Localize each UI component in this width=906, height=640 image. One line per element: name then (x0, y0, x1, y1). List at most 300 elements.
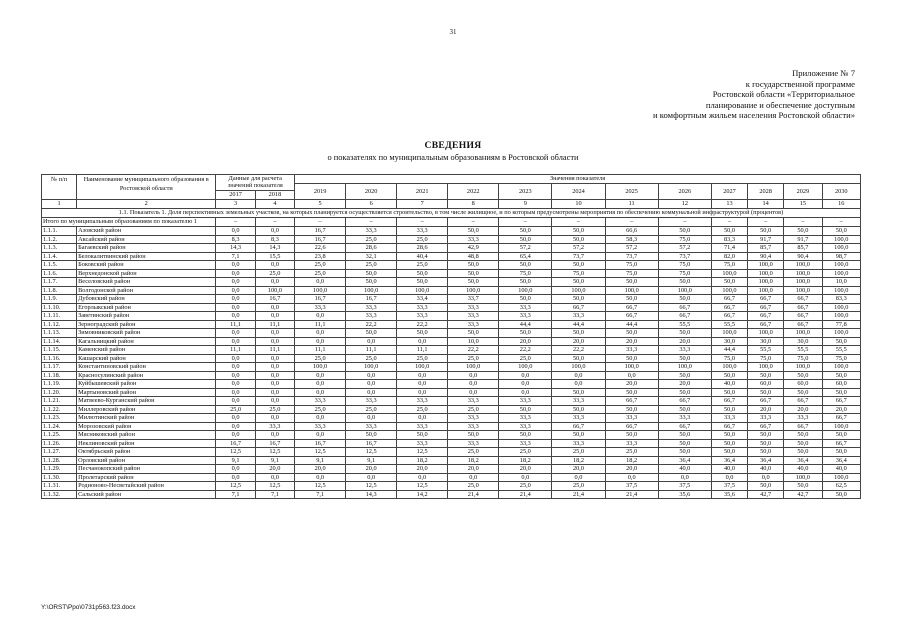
table-row (42, 303, 861, 312)
indicator-value: 100,0 (784, 473, 822, 482)
indicator-value: 100,0 (448, 286, 499, 295)
indicator-value: 33,3 (605, 346, 658, 355)
indicator-value: 82,0 (711, 252, 747, 261)
indicator-value: 100,0 (448, 363, 499, 372)
table-row (42, 269, 861, 278)
indicator-value: 75,0 (658, 269, 711, 278)
indicator-value: 16,7 (255, 295, 294, 304)
indicator-value: 50,0 (552, 235, 605, 244)
indicator-value: 0,0 (397, 337, 448, 346)
column-number: 5 (295, 200, 346, 208)
indicator-value: 0,0 (216, 269, 255, 278)
total-value: – (822, 217, 860, 226)
indicator-value: 0,0 (605, 371, 658, 380)
indicator-value: 33,3 (605, 414, 658, 423)
total-value: – (216, 217, 255, 226)
indicator-value: 66,7 (711, 422, 747, 431)
indicator-value: 0,0 (255, 363, 294, 372)
indicator-value: 33,3 (748, 414, 784, 423)
indicator-value: 75,0 (658, 235, 711, 244)
row-number: 1.1.16. (42, 354, 77, 363)
indicator-value: 100,0 (784, 261, 822, 270)
indicator-value: 10,0 (822, 278, 860, 287)
indicator-value: 66,7 (748, 312, 784, 321)
indicator-value: 50,0 (784, 388, 822, 397)
indicator-value: 73,7 (552, 252, 605, 261)
indicator-value: 50,0 (748, 227, 784, 236)
indicator-value: 50,0 (658, 354, 711, 363)
indicator-value: 100,0 (605, 286, 658, 295)
indicator-value: 36,4 (658, 456, 711, 465)
indicator-value: 50,0 (822, 371, 860, 380)
table-row (42, 456, 861, 465)
indicator-value: 33,3 (499, 312, 552, 321)
row-number: 1.1.15. (42, 346, 77, 355)
indicator-value: 33,3 (711, 414, 747, 423)
indicator-value: 14,3 (255, 244, 294, 253)
row-number: 1.1.12. (42, 320, 77, 329)
indicator-value: 33,3 (346, 303, 397, 312)
indicator-value: 20,0 (822, 405, 860, 414)
indicator-value: 0,0 (295, 414, 346, 423)
indicator-value: 0,0 (255, 431, 294, 440)
indicator-value: 75,0 (605, 269, 658, 278)
indicator-value: 66,7 (711, 397, 747, 406)
table-row (42, 337, 861, 346)
indicator-value: 50,0 (397, 269, 448, 278)
indicator-value: 0,0 (216, 380, 255, 389)
table-row (42, 278, 861, 287)
indicator-value: 20,0 (605, 380, 658, 389)
indicator-value: 75,0 (499, 269, 552, 278)
indicator-value: 33,3 (397, 439, 448, 448)
row-number: 1.1.25. (42, 431, 77, 440)
indicator-value: 25,0 (295, 354, 346, 363)
header-base-year: 2017 (216, 190, 255, 199)
table-row (42, 448, 861, 457)
indicator-value: 100,0 (397, 363, 448, 372)
indicator-value: 66,7 (605, 397, 658, 406)
table-row (42, 320, 861, 329)
indicator-value: 33,3 (397, 312, 448, 321)
indicator-value: 66,7 (711, 303, 747, 312)
indicator-value: 100,0 (295, 286, 346, 295)
indicator-value: 100,0 (295, 363, 346, 372)
municipality-name: Зимовниковский район (77, 329, 216, 338)
appendix-block (555, 68, 855, 121)
indicator-value: 57,2 (499, 244, 552, 253)
indicator-value: 66,7 (748, 295, 784, 304)
indicator-value: 58,3 (605, 235, 658, 244)
indicator-value: 25,0 (295, 261, 346, 270)
indicator-value: 11,1 (216, 320, 255, 329)
indicator-value: 57,2 (605, 244, 658, 253)
indicator-value: 9,1 (216, 456, 255, 465)
indicator-value: 50,0 (658, 388, 711, 397)
table-row (42, 244, 861, 253)
indicator-value: 55,5 (658, 320, 711, 329)
indicator-value: 33,3 (499, 439, 552, 448)
indicator-value: 0,0 (216, 388, 255, 397)
indicator-value: 50,0 (658, 278, 711, 287)
municipality-name: Орловский район (77, 456, 216, 465)
appendix-line: планирование и обеспечение доступным (705, 99, 855, 110)
indicator-value: 50,0 (499, 295, 552, 304)
file-path-footer: Y:\ORST\Ppo\0731p563.f23.docx (41, 604, 136, 611)
indicator-value: 85,7 (784, 244, 822, 253)
indicator-value: 0,0 (216, 465, 255, 474)
indicator-value: 100,0 (822, 473, 860, 482)
indicator-value: 7,1 (216, 490, 255, 499)
indicator-value: 33,3 (552, 312, 605, 321)
indicator-value: 33,3 (397, 227, 448, 236)
indicator-value: 20,0 (255, 465, 294, 474)
indicator-value: 100,0 (397, 286, 448, 295)
indicator-value: 50,0 (605, 329, 658, 338)
indicator-value: 25,0 (605, 448, 658, 457)
indicator-value: 50,0 (711, 371, 747, 380)
indicator-value: 11,1 (397, 346, 448, 355)
municipality-name: Кашарский район (77, 354, 216, 363)
indicator-value: 0,0 (216, 431, 255, 440)
row-number: 1.1.28. (42, 456, 77, 465)
row-number: 1.1.7. (42, 278, 77, 287)
indicator-value: 0,0 (295, 388, 346, 397)
indicator-value: 66,7 (748, 422, 784, 431)
indicator-value: 0,0 (255, 329, 294, 338)
indicator-value: 50,0 (748, 482, 784, 491)
indicator-value: 33,3 (295, 422, 346, 431)
indicator-value: 33,3 (499, 303, 552, 312)
indicator-value: 50,0 (711, 405, 747, 414)
indicator-value: 25,0 (216, 405, 255, 414)
indicator-value: 50,0 (499, 227, 552, 236)
indicator-value: 100,0 (748, 363, 784, 372)
column-number: 11 (605, 200, 658, 208)
row-number: 1.1.19. (42, 380, 77, 389)
indicator-value: 15,5 (255, 252, 294, 261)
indicator-value: 50,0 (784, 482, 822, 491)
indicator-value: 66,6 (605, 227, 658, 236)
indicator-value: 66,7 (605, 422, 658, 431)
indicator-value: 12,5 (397, 448, 448, 457)
indicator-value: 50,0 (658, 439, 711, 448)
municipality-name: Морозовский район (77, 422, 216, 431)
indicator-value: 16,7 (216, 439, 255, 448)
indicator-value: 50,0 (499, 405, 552, 414)
header-base: Данные для расчета значений показателя (216, 175, 295, 191)
row-number: 1.1.13. (42, 329, 77, 338)
indicator-value: 33,3 (552, 439, 605, 448)
indicator-value: 21,4 (448, 490, 499, 499)
indicator-value: 57,2 (658, 244, 711, 253)
indicator-value: 25,0 (346, 261, 397, 270)
indicator-value: 25,0 (552, 448, 605, 457)
indicator-value: 14,3 (216, 244, 255, 253)
indicator-value: 50,0 (784, 448, 822, 457)
indicator-value: 75,0 (658, 261, 711, 270)
indicator-value: 36,4 (748, 456, 784, 465)
indicator-value: 12,5 (295, 448, 346, 457)
indicator-value: 100,0 (784, 363, 822, 372)
indicator-value: 0,0 (295, 312, 346, 321)
indicator-value: 100,0 (784, 329, 822, 338)
indicator-value: 50,0 (552, 329, 605, 338)
header-year: 2030 (822, 184, 860, 200)
indicator-value: 0,0 (216, 414, 255, 423)
table-row (42, 490, 861, 499)
municipality-name: Октябрьский район (77, 448, 216, 457)
indicator-value: 50,0 (605, 278, 658, 287)
indicator-value: 0,0 (216, 312, 255, 321)
municipality-name: Каменский район (77, 346, 216, 355)
indicator-value: 0,0 (216, 261, 255, 270)
indicator-value: 50,0 (784, 371, 822, 380)
total-value: – (784, 217, 822, 226)
indicator-value: 12,5 (397, 482, 448, 491)
indicator-value: 66,7 (658, 422, 711, 431)
indicator-value: 33,3 (552, 397, 605, 406)
indicator-value: 0,0 (346, 380, 397, 389)
indicator-value: 100,0 (822, 329, 860, 338)
indicator-value: 0,0 (255, 354, 294, 363)
total-value: – (499, 217, 552, 226)
table-row (42, 363, 861, 372)
municipality-name: Аксайский район (77, 235, 216, 244)
indicator-value: 33,3 (448, 414, 499, 423)
indicator-value: 0,0 (499, 380, 552, 389)
row-number: 1.1.24. (42, 422, 77, 431)
column-number: 3 (216, 200, 255, 208)
indicator-value: 22,6 (295, 244, 346, 253)
row-number: 1.1.22. (42, 405, 77, 414)
indicator-value: 37,5 (658, 482, 711, 491)
indicator-value: 25,0 (397, 405, 448, 414)
total-value: – (346, 217, 397, 226)
indicator-value: 33,3 (448, 312, 499, 321)
indicator-value: 20,0 (748, 405, 784, 414)
indicator-value: 0,0 (255, 312, 294, 321)
header-year: 2021 (397, 184, 448, 200)
indicator-value: 0,0 (552, 380, 605, 389)
indicator-value: 40,0 (822, 465, 860, 474)
table-row (42, 414, 861, 423)
column-number: 14 (748, 200, 784, 208)
indicator-value: 50,0 (346, 431, 397, 440)
indicator-value: 33,3 (448, 303, 499, 312)
indicator-value: 50,0 (658, 227, 711, 236)
indicator-value: 0,0 (295, 278, 346, 287)
municipality-name: Дубовский район (77, 295, 216, 304)
municipality-name: Красносулинский район (77, 371, 216, 380)
indicator-value: 0,0 (295, 371, 346, 380)
indicator-value: 0,0 (552, 371, 605, 380)
indicator-value: 50,0 (748, 448, 784, 457)
indicator-value: 50,0 (552, 261, 605, 270)
indicator-value: 33,3 (499, 414, 552, 423)
header-year: 2025 (605, 184, 658, 200)
indicator-value: 75,0 (748, 354, 784, 363)
indicator-value: 7,1 (255, 490, 294, 499)
municipality-name: Милютинский район (77, 414, 216, 423)
indicator-value: 0,0 (255, 227, 294, 236)
indicator-value: 40,4 (397, 252, 448, 261)
column-number: 1 (42, 200, 77, 208)
indicator-value: 0,0 (397, 414, 448, 423)
indicator-value: 66,7 (711, 312, 747, 321)
indicator-value: 100,0 (711, 286, 747, 295)
indicator-value: 10,0 (448, 337, 499, 346)
column-numbers-row (42, 200, 861, 208)
column-number: 13 (711, 200, 747, 208)
header-year: 2027 (711, 184, 747, 200)
indicator-value: 75,0 (711, 261, 747, 270)
indicator-value: 50,0 (448, 269, 499, 278)
indicator-value: 33,3 (397, 303, 448, 312)
indicator-value: 22,2 (346, 320, 397, 329)
indicator-value: 33,3 (448, 320, 499, 329)
indicator-value: 50,0 (711, 431, 747, 440)
municipality-name: Зерноградский район (77, 320, 216, 329)
municipality-name: Мясниковский район (77, 431, 216, 440)
indicator-value: 30,0 (784, 337, 822, 346)
municipality-name: Багаевский район (77, 244, 216, 253)
indicator-value: 35,6 (711, 490, 747, 499)
indicator-value: 91,7 (784, 235, 822, 244)
indicator-value: 40,0 (658, 465, 711, 474)
table-row (42, 397, 861, 406)
indicator-value: 100,0 (784, 286, 822, 295)
indicator-value: 100,0 (784, 269, 822, 278)
indicator-value: 0,0 (448, 473, 499, 482)
indicator-value: 98,7 (822, 252, 860, 261)
indicator-value: 66,7 (658, 397, 711, 406)
indicator-value: 21,4 (499, 490, 552, 499)
indicator-value: 50,0 (397, 431, 448, 440)
indicator-value: 50,0 (658, 405, 711, 414)
indicator-value: 25,0 (448, 448, 499, 457)
indicator-value: 66,7 (784, 303, 822, 312)
indicator-value: 55,5 (784, 346, 822, 355)
indicator-value: 16,7 (346, 295, 397, 304)
table-row (42, 295, 861, 304)
row-number: 1.1.11. (42, 312, 77, 321)
indicator-value: 44,4 (552, 320, 605, 329)
indicator-value: 66,7 (748, 397, 784, 406)
indicator-value: 23,8 (295, 252, 346, 261)
indicator-value: 0,0 (711, 473, 747, 482)
indicator-value: 25,0 (346, 235, 397, 244)
indicator-value: 65,4 (499, 252, 552, 261)
indicator-value: 0,0 (216, 473, 255, 482)
indicator-value: 0,0 (216, 337, 255, 346)
indicator-value: 100,0 (499, 286, 552, 295)
indicator-value: 50,0 (822, 448, 860, 457)
indicator-value: 85,7 (748, 244, 784, 253)
indicator-value: 0,0 (255, 414, 294, 423)
indicator-value: 100,0 (822, 286, 860, 295)
indicator-value: 33,3 (346, 227, 397, 236)
indicator-value: 66,7 (552, 303, 605, 312)
indicator-value: 44,4 (499, 320, 552, 329)
indicator-value: 33,3 (397, 397, 448, 406)
indicator-value: 33,3 (255, 422, 294, 431)
row-number: 1.1.32. (42, 490, 77, 499)
indicator-value: 50,0 (448, 227, 499, 236)
indicator-value: 50,0 (346, 329, 397, 338)
indicator-value: 0,0 (216, 278, 255, 287)
row-number: 1.1.20. (42, 388, 77, 397)
indicator-value: 30,0 (748, 337, 784, 346)
indicator-value: 42,7 (748, 490, 784, 499)
indicator-value: 50,0 (499, 329, 552, 338)
indicator-value: 90,4 (784, 252, 822, 261)
indicator-value: 0,0 (295, 431, 346, 440)
indicator-value: 0,0 (216, 227, 255, 236)
indicator-value: 18,2 (397, 456, 448, 465)
indicator-value: 100,0 (748, 269, 784, 278)
indicator-value: 33,3 (499, 422, 552, 431)
indicator-value: 0,0 (397, 388, 448, 397)
row-number: 1.1.26. (42, 439, 77, 448)
indicator-value: 21,4 (605, 490, 658, 499)
indicator-value: 0,0 (255, 371, 294, 380)
indicator-value: 11,1 (255, 346, 294, 355)
municipality-name: Матвеево-Курганский район (77, 397, 216, 406)
indicator-value: 33,3 (448, 439, 499, 448)
indicator-value: 83,3 (822, 295, 860, 304)
header-values: Значения показателя (295, 175, 861, 184)
indicator-value: 28,6 (397, 244, 448, 253)
indicator-value: 50,0 (658, 329, 711, 338)
indicator-value: 60,0 (822, 380, 860, 389)
appendix-line: Ростовской области «Территориальное (712, 89, 855, 100)
indicator-value: 20,0 (295, 465, 346, 474)
indicator-value: 50,0 (397, 329, 448, 338)
indicator-value: 50,0 (658, 371, 711, 380)
indicator-value: 50,0 (448, 261, 499, 270)
indicator-value: 12,5 (295, 482, 346, 491)
indicator-value: 50,0 (822, 227, 860, 236)
indicator-value: 0,0 (216, 354, 255, 363)
total-value: – (295, 217, 346, 226)
column-number: 16 (822, 200, 860, 208)
indicator-value: 0,0 (216, 286, 255, 295)
municipality-name: Константиновский район (77, 363, 216, 372)
indicator-value: 0,0 (255, 473, 294, 482)
indicator-value: 77,8 (822, 320, 860, 329)
appendix-line: Приложение № 7 (792, 68, 855, 78)
indicator-value: 20,0 (784, 405, 822, 414)
indicator-value: 71,4 (711, 244, 747, 253)
row-number: 1.1.4. (42, 252, 77, 261)
indicator-value: 22,2 (499, 346, 552, 355)
indicator-value: 0,0 (255, 278, 294, 287)
indicator-value: 25,0 (448, 405, 499, 414)
indicator-value: 66,7 (784, 422, 822, 431)
indicator-value: 25,0 (397, 261, 448, 270)
indicator-value: 25,0 (397, 354, 448, 363)
indicator-value: 20,0 (605, 465, 658, 474)
indicator-value: 25,0 (295, 405, 346, 414)
row-number: 1.1.30. (42, 473, 77, 482)
indicator-value: 25,0 (346, 405, 397, 414)
municipality-name: Кагальницкий район (77, 337, 216, 346)
indicator-value: 0,0 (658, 473, 711, 482)
indicator-value: 12,5 (255, 448, 294, 457)
indicator-value: 30,0 (711, 337, 747, 346)
indicator-value: 25,0 (448, 482, 499, 491)
